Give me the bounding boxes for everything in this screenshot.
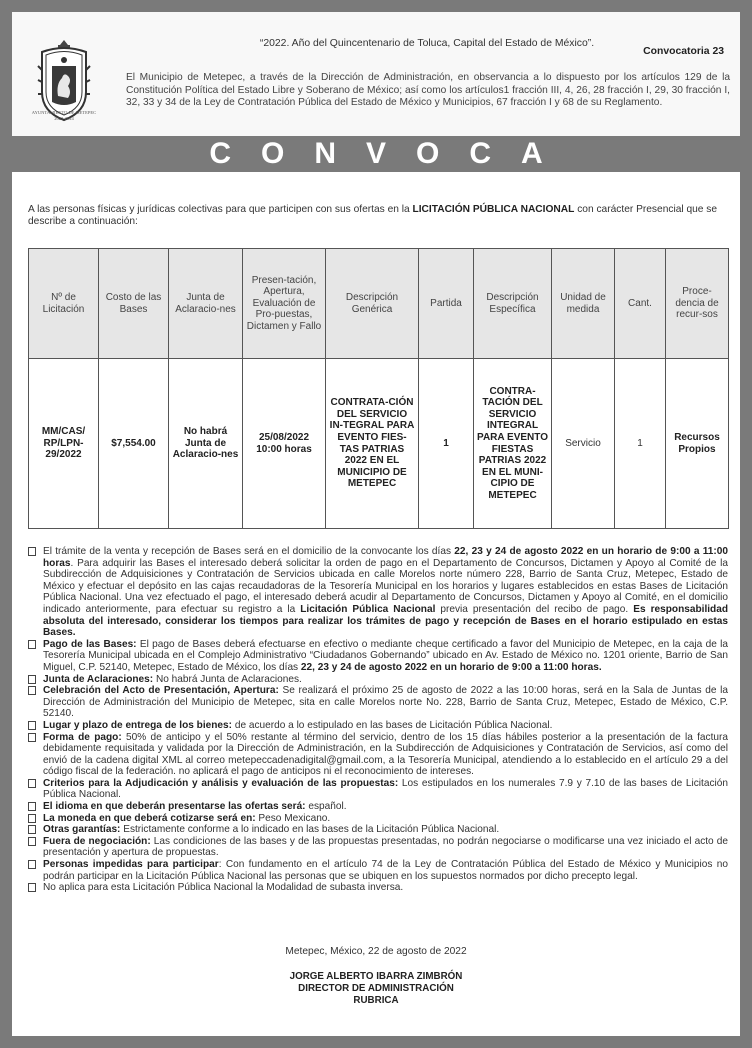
bold-text: Celebración del Acto de Presentación, Apertura: [43,685,279,697]
checkbox-bullet-icon [28,547,36,556]
header-cell: Descripción Genérica [326,249,419,359]
header-cell: Descripción Específica [474,249,552,359]
licitacion-table [28,248,729,529]
list-text: español. [305,801,347,813]
list-item [28,720,728,732]
lead-paragraph [28,204,728,228]
cell-descripcion-especifica: CONTRA-TACIÓN DEL SERVICIO INTEGRAL PARA EVENTO FIESTAS PATRIAS 2022 EN EL MUNI-CIPIO DE METEPEC [474,359,552,529]
list-text: El pago de Bases deberá efectuarse en efectivo o mediante cheque certificado a favor del Municipio de Metepec, en la caja de la Tesorería Municipal ubicada en el Complejo Administrativo “Ciudadanos Gobernando” ubicado en Av. Estado de México no. 1201 oriente, Barrio de San Miguel, C.P. 52140, Metepec, Estado de México, los días [43,638,728,673]
checkbox-bullet-icon [28,721,36,730]
cell-junta-aclaraciones: No habrá Junta de Aclaracio-nes [169,359,243,529]
checkbox-bullet-icon [28,837,36,846]
checkbox-bullet-icon [28,675,36,684]
signer-title: DIRECTOR DE ADMINISTRACIÓN [298,983,454,994]
checkbox-bullet-icon [28,779,36,788]
bold-text: Personas impedidas para participar [43,859,219,871]
checkbox-bullet-icon [28,640,36,649]
header-cell: Proce-dencia de recur-sos [666,249,729,359]
cell-cantidad: 1 [615,359,666,529]
list-item [28,674,728,686]
cell-procedencia-recursos: Recursos Propios [666,359,729,529]
list-item [28,813,728,825]
convoca-banner: CONVOCA [209,137,573,170]
header-cell: Partida [419,249,474,359]
list-item [28,882,728,894]
list-text: . Para adquirir las Bases el interesado deberá solicitar la orden de pago en el Departamento de Concursos, Dictamen y Apoyo al Comité de la Subdirección de Adquisiciones y Contratación de Servicios ubicada en calle Morelos norte número 228, Barrio de Santa Cruz, Metepec, Estado de México y efectuar el depósito en las cajas recaudadoras de la Tesorería Municipal en los horarios y lugares establecidos en estas Bases de Licitación Pública Nacional. Una vez efectuado el pago, el interesado deberá acudir al Departamento de Concursos, Dictamen y Apoyo al Comité, en el domicilio indicado anteriormente, para efectuar su registro a la [43,557,728,615]
list-text: : Con fundamento en el artículo 74 de la Ley de Contratación Pública del Estado de México y Municipios no podrán participar en la Licitación Pública Nacional las personas que se ubiquen en los supuestos normados por dicho precepto legal. [43,859,728,882]
lead-text-before: A las personas físicas y jurídicas colectivas para que participen con sus ofertas en la [28,204,413,215]
list-text: de acuerdo a lo estipulado en las bases de Licitación Pública Nacional. [232,719,553,731]
signature-note: RUBRICA [353,995,399,1006]
slogan: “2022. Año del Quincentenario de Toluca, Capital del Estado de México”. [259,38,595,49]
list-text: Los estipulados en los numerales 7.9 y 7.10 de las bases de Licitación Pública Nacional. [43,777,728,801]
bold-text: 22, 23 y 24 de agosto 2022 en un horario de 9:00 a 11:00 horas [43,546,728,569]
bold-text: Pago de las Bases: [43,638,137,650]
checkbox-bullet-icon [28,802,36,811]
cell-fecha-presentacion: 25/08/2022 10:00 horas [243,359,326,529]
table-row [29,359,729,529]
bold-text: Junta de Aclaraciones: [43,673,154,685]
list-item [28,778,728,801]
checkbox-bullet-icon [28,825,36,834]
list-text: previa presentación del recibo de pago. [435,603,634,615]
checkbox-bullet-icon [28,814,36,823]
list-item [28,801,728,813]
header-cell: Cant. [615,249,666,359]
list-item [28,639,728,674]
bold-text: Fuera de negociación: [43,835,151,847]
checkbox-bullet-icon [28,860,36,869]
list-text: Se realizará el próximo 25 de agosto de 2022 a las 10:00 horas, será en la Sala de Juntas de la Dirección de Administración del Municipio de Metepec, sita en calle Morelos norte No. 228, Barrio de Santa Cruz, Metepec, Estado de México, C.P. 52140. [43,685,728,720]
bold-text: La moneda en que deberá cotizarse será en: [43,812,256,824]
header [12,12,740,136]
cell-partida: 1 [419,359,474,529]
list-item [28,685,728,720]
list-text: No aplica para esta Licitación Pública Nacional la Modalidad de subasta inversa. [43,882,404,894]
list-item [28,546,728,639]
cell-descripcion-generica: CONTRATA-CIÓN DEL SERVICIO IN-TEGRAL PARA EVENTO FIES-TAS PATRIAS 2022 EN EL MUNICIPIO DE METEPEC [326,359,419,529]
cell-numero-licitacion: MM/CAS/ RP/LPN- 29/2022 [29,359,99,529]
list-text: 50% de anticipo y el 50% restante al término del servicio, dentro de los 15 días hábiles posterior a la presentación de la factura debidamente requisitada y validada por la Dirección de Administración, en la Subdirección de Adquisiciones y Contratación de Servicios, así como del envió de la cadena digital XML al correo metepeccadenadigital@gmail.com, a la Tesorería Municipal, atendiendo a lo establecido en el artículo 29 a del código fiscal de la federación. no aplicará el pago de anticipos ni el reconocimiento de intereses. [43,731,728,778]
list-item [28,836,728,859]
seal-caption: AYUNTAMIENTO DE METEPEC 2022-2024 [31,110,97,121]
header-cell: Nº de Licitación [29,249,99,359]
bold-text: Lugar y plazo de entrega de los bienes: [43,719,233,731]
checkbox-bullet-icon [28,686,36,695]
bold-text: Es responsabilidad absoluta del interesado, considerar los tiempos para realizar los trámites de pago y recepción de Bases en el horario estipulado en estas Bases. [43,603,728,639]
bold-text: Criterios para la Adjudicación y análisis y evaluación de las propuestas: [43,777,399,789]
list-item [28,824,728,836]
list-text: Estrictamente conforme a lo indicado en las bases de la Licitación Pública Nacional. [120,824,500,836]
bold-text: Otras garantías: [43,824,121,836]
list-item [28,859,728,882]
convocatoria-number: Convocatoria 23 [643,46,724,57]
list-text: Peso Mexicano. [255,812,331,824]
signature-block [12,971,740,1007]
place-date: Metepec, México, 22 de agosto de 2022 [285,946,467,957]
intro-paragraph: El Municipio de Metepec, a través de la Dirección de Administración, en observancia a lo dispuesto por los artículos 129 de la Constitución Política del Estado Libre y Soberano de México; así como los artículos1 fracción III, 4, 26, 28 fracción I, 29, 30 fracción I, 32, 33 y 34 de la Ley de Contratación Pública del Estado de México y Municipios, 67 fracción I y 68 de su Reglamento. [126,72,730,109]
signer-name: JORGE ALBERTO IBARRA ZIMBRÓN [289,971,463,982]
checkbox-bullet-icon [28,883,36,892]
header-cell: Unidad de medida [552,249,615,359]
bold-text: Licitación Pública Nacional [300,603,436,615]
cell-costo-bases: $7,554.00 [99,359,169,529]
list-text: No habrá Junta de Aclaraciones. [153,673,302,685]
checkbox-bullet-icon [28,733,36,742]
cell-unidad-medida: Servicio [552,359,615,529]
header-cell: Presen-tación, Apertura, Evaluación de Pro-puestas, Dictamen y Fallo [243,249,326,359]
municipal-seal-icon [34,36,94,136]
header-cell: Costo de las Bases [99,249,169,359]
bold-text: Forma de pago: [43,731,122,743]
content-panel [12,172,740,1036]
lead-highlight: LICITACIÓN PÚBLICA NACIONAL [412,204,575,215]
table-header-row [29,249,729,359]
bold-text: El idioma en que deberán presentarse las ofertas será: [43,801,306,813]
header-cell: Junta de Aclaracio-nes [169,249,243,359]
bold-text: 22, 23 y 24 de agosto 2022 en un horario de 9:00 a 11:00 horas. [300,661,602,673]
list-text: El trámite de la venta y recepción de Bases será en el domicilio de la convocante los días [43,546,455,557]
lead-text-after: con carácter Presencial que se describe a continuación: [28,204,718,227]
list-item [28,732,728,778]
conditions-list [28,546,728,894]
list-text: Las condiciones de las bases y de las propuestas presentadas, no podrán negociarse o modificarse una vez iniciado el acto de presentación y apertura de propuestas. [43,835,728,859]
